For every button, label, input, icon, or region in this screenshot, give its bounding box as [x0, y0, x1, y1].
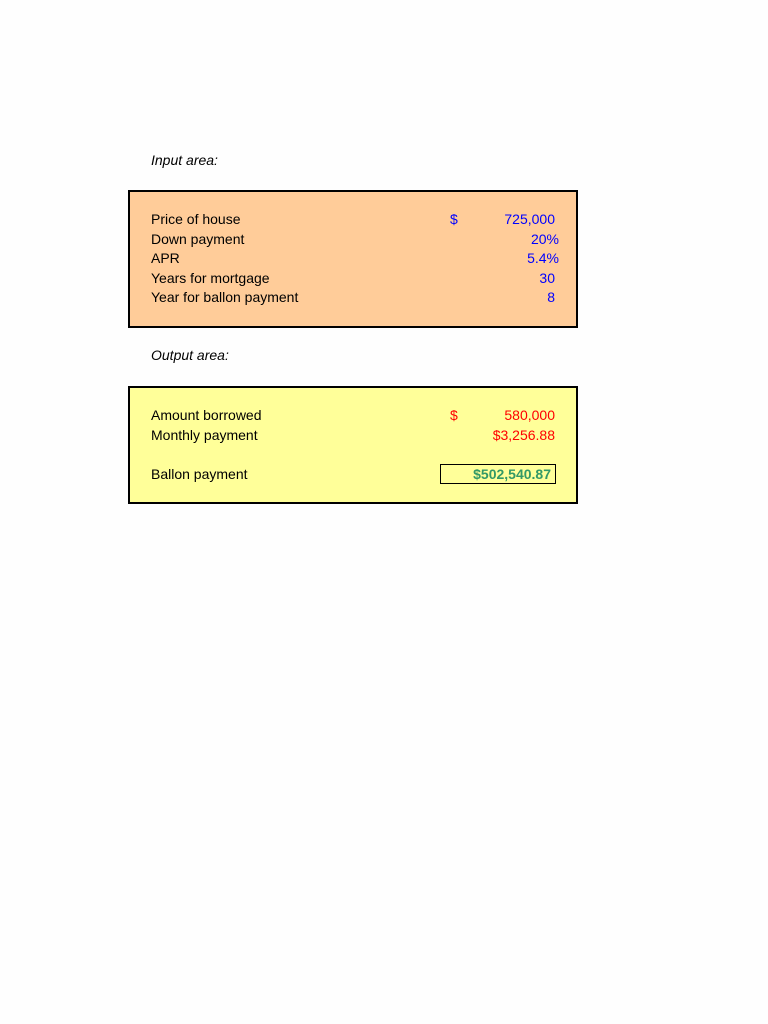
output-row-monthly-payment	[151, 426, 555, 446]
input-row-apr	[151, 249, 559, 269]
input-row-price	[151, 210, 555, 230]
output-row-amount-borrowed	[151, 406, 555, 426]
apr-value[interactable]: 5.4%	[527, 250, 559, 266]
output-area-box	[128, 386, 578, 504]
ballon-payment-label: Ballon payment	[151, 465, 248, 482]
monthly-payment-label: Monthly payment	[151, 426, 258, 443]
price-label: Price of house	[151, 211, 241, 227]
input-row-ballon-year	[151, 288, 555, 308]
amount-borrowed-value: 580,000	[504, 407, 555, 423]
down-payment-value[interactable]: 20%	[530, 230, 559, 247]
input-area-box	[128, 190, 578, 328]
price-value[interactable]: 725,000	[504, 211, 555, 227]
ballon-payment-value: $502,540.87	[440, 464, 556, 484]
input-area-label: Input area:	[151, 152, 218, 168]
amount-borrowed-label: Amount borrowed	[151, 407, 262, 423]
output-area-label: Output area:	[151, 347, 229, 363]
down-payment-label: Down payment	[151, 230, 245, 247]
ballon-year-label: Year for ballon payment	[151, 289, 299, 305]
ballon-year-value[interactable]: 8	[547, 289, 555, 305]
years-label: Years for mortgage	[151, 269, 270, 286]
monthly-payment-value: $3,256.88	[492, 426, 555, 443]
input-row-down-payment	[151, 230, 559, 250]
input-row-years	[151, 269, 555, 289]
amount-borrowed-currency: $	[450, 407, 458, 423]
apr-label: APR	[151, 250, 180, 266]
price-currency: $	[450, 211, 458, 227]
years-value[interactable]: 30	[539, 269, 555, 286]
